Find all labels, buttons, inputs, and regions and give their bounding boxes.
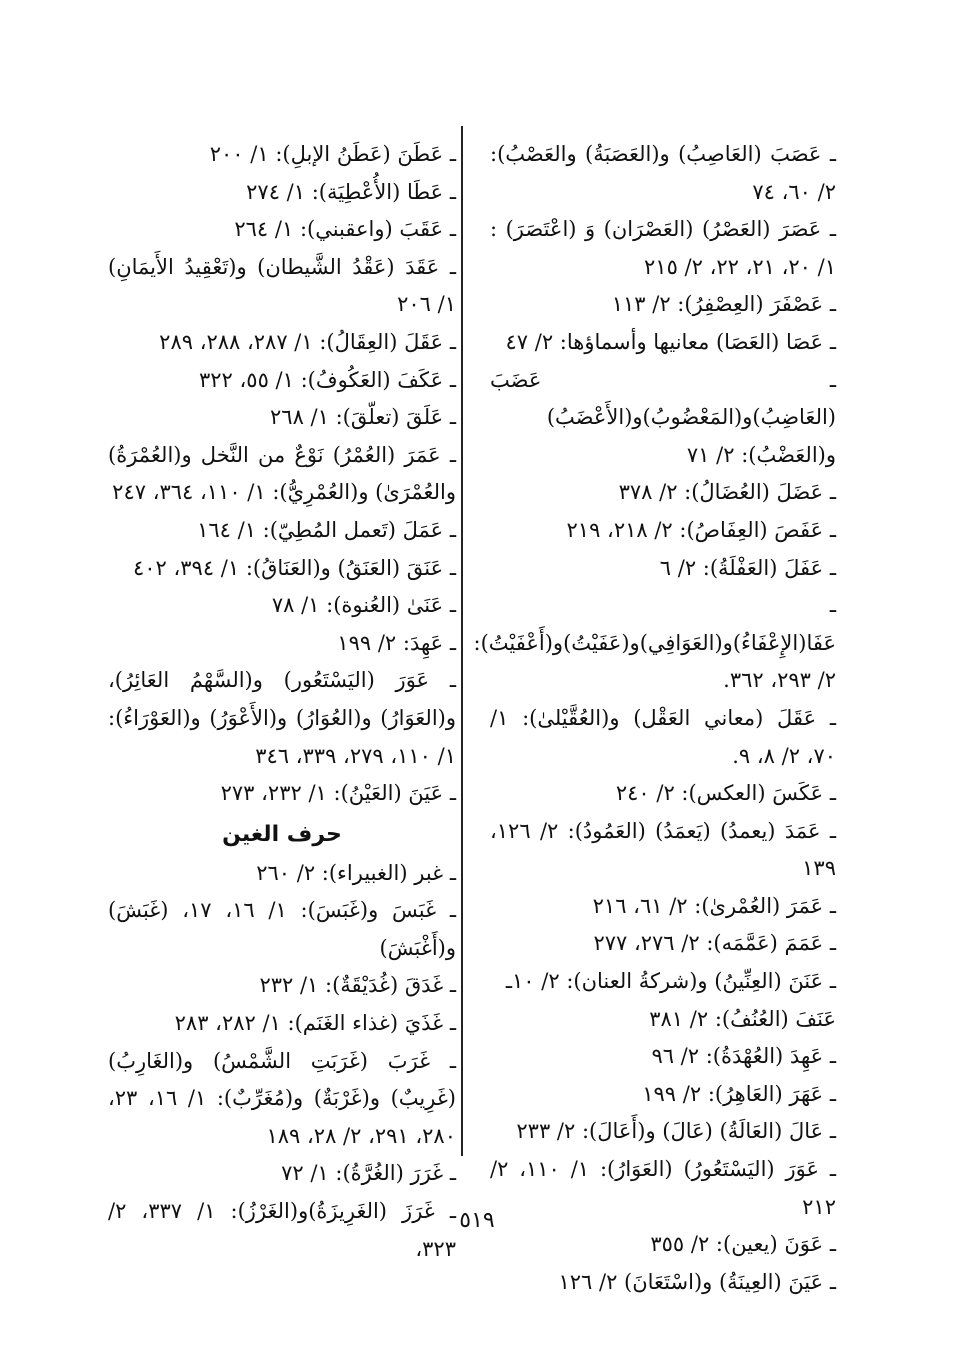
index-entry: ـ غَرَرَ (الغُرَّةُ): ١/ ٧٢: [281, 1161, 456, 1186]
index-entry: ـ عَصَبَ (العَاصِبُ) و(العَصَبَةُ) والعَصْبُ): ٢/ ٦٠، ٧٤: [490, 142, 836, 204]
index-entry: ـ عَصَا (العَصَا) معانيها وأسماؤها: ٢/ ٤٧: [505, 329, 836, 354]
index-entry: ـ عَالَ (العَالَةُ) (عَالَ) و(أَعَالَ): ٢/ ٢٣٣: [516, 1119, 836, 1144]
index-entry: ـ عَصْفَرَ (العِصْفِرُ): ٢/ ١١٣: [611, 292, 836, 317]
index-entry: ـ عَطَا (الأُعْطِيَة): ١/ ٢٧٤: [246, 179, 456, 204]
index-entry: ـ عَهِدَ: ٢/ ١٩٩: [337, 630, 456, 655]
index-entry: ـ عَمَرَ (العُمْرىٰ): ٢/ ٦١، ٢١٦: [592, 893, 836, 918]
index-entry: ـ عَنَقَ (العَنَقُ) و(العَنَاقُ): ١/ ٣٩٤، ٤٠٢: [132, 555, 456, 580]
section-heading: حرف الغين: [222, 821, 342, 847]
index-entry: ـ عَلَقَ (تعلّقَ): ١/ ٢٦٨: [270, 405, 456, 430]
index-entry: ـ عَوَنَ (يعين): ٢/ ٣٥٥: [650, 1232, 836, 1257]
left-entries-before: [108, 136, 456, 813]
index-entry: ـ عَضَلَ (العُضَالُ): ٢/ ٣٧٨: [618, 480, 836, 505]
index-entry: ـ غَرَبَ (غَرَبَتِ الشَّمْسُ) و(الغَارِبُ) (غَرِيبٌ) و(غَرْبَةٌ) و(مُغَرِّبٌ): ١/ ١٦، ٢٣، ٢٨٠، ٢٩١، ٢/ ٢٨، ١٨٩: [108, 1048, 456, 1148]
index-entry: ـ عَقَبَ (واعقبني): ١/ ٢٦٤: [234, 217, 456, 242]
index-entry: ـ عَمَمَ (عَمَّمَه): ٢/ ٢٧٦، ٢٧٧: [593, 931, 836, 956]
column-divider: [461, 126, 463, 1156]
index-entry: ـ عَهَرَ (العَاهِرُ): ٢/ ١٩٩: [642, 1081, 836, 1106]
index-entry: ـ عَفَا(الإِعْفَاءُ)و(العَوَافِي)و(عَفَيْتُ)و(أَعْفَيْتُ): ٢/ ٢٩٣، ٣٦٢.: [473, 593, 836, 693]
index-entry: ـ عَقَدَ (عَقْدُ الشَّيطان) و(تَعْقِيدُ الأَيمَانِ) ١/ ٢٠٦: [108, 254, 456, 317]
index-entry: ـ عَكَسَ (العكس): ٢/ ٢٤٠: [615, 781, 836, 806]
left-column: [108, 136, 456, 1268]
index-entry: ـ عَمَلَ (تَعمل المُطِيّ): ١/ ١٦٤: [197, 517, 456, 542]
index-entry: عَنَفَ (العُنُفُ): ٢/ ٣٨١: [649, 1006, 836, 1031]
index-entry: ـ عَهِدَ (العُهْدَةُ): ٢/ ٩٦: [651, 1044, 836, 1069]
index-entry: ـ غبر (الغبيراء): ٢/ ٢٦٠: [256, 860, 456, 885]
index-entry: ـ عَوَرَ (اليَسْتَعُورُ) (العَوَارُ): ١/ ١١٠، ٢/ ٢١٢: [490, 1157, 836, 1219]
left-entries-after: [108, 855, 456, 1269]
index-entry: ـ عَقَلَ (معاني العَقْل) و(العُقَّيْلىٰ): ١/ ٧٠، ٢/ ٨، ٩.: [490, 705, 836, 768]
index-entry: ـ عَكَفَ (العَكُوفُ): ١/ ٥٥، ٣٢٢: [199, 367, 456, 392]
index-entry: ـ عَقَلَ (العِقَالُ): ١/ ٢٨٧، ٢٨٨، ٢٨٩: [159, 329, 456, 354]
index-entry: ـ غَدَقَ (غُدَيْقَةٌ): ١/ ٢٣٢: [259, 973, 456, 998]
index-entry: ـ عَيَنَ (العَيْنُ): ١/ ٢٣٢، ٢٧٣: [220, 781, 456, 806]
index-entry: ـ عَضَبَ (العَاضِبُ)و(المَعْضُوبُ)و(الأَعْضَبُ) و(العَضْبُ): ٢/ ٧١: [490, 367, 836, 467]
index-entry: ـ غَبَسَ و(غَبَسَ): ١/ ١٦، ١٧، (غَبَشَ) و(أَغْبَشَ): [108, 898, 456, 960]
index-entry: ـ عَيَنَ (العِينَةُ) و(اسْتَعَانَ) ٢/ ١٢٦: [558, 1269, 836, 1294]
index-entry: ـ عَفَصَ (العِفَاصُ): ٢/ ٢١٨، ٢١٩: [566, 517, 836, 542]
index-entry: ـ عَطَنَ (عَطَنُ الإبلِ): ١/ ٢٠٠: [209, 142, 456, 166]
index-entry: ـ غَذَيَ (غذاء الغَنَم): ١/ ٢٨٢، ٢٨٣: [174, 1011, 456, 1036]
index-entry: ـ عَوَرَ (اليَسْتَعُور) و(السَّهْمُ العَائِرُ)، و(العَوَارُ) و(العُوَارُ) و(الأَعْوَرُ) و(العَوْرَاءُ): ١/ ١١٠، ٢٧٩، ٣٣٩، ٣٤٦: [108, 668, 456, 768]
index-entry: ـ عَمَرَ (العُمْرُ) نَوْعٌ من النَّخل و(العُمْرَةُ) والعُمْرَىٰ) و(العُمْرِيُّ): ١/ ١١٠، ٣٦٤، ٢٤٧: [108, 442, 456, 505]
index-entry: ـ عَفَلَ (العَفْلَةُ): ٢/ ٦: [659, 555, 836, 580]
index-entry: ـ عَصَرَ (العَصْرُ) (العَصْرَان) وَ (اعْتَصَرَ) : ١/ ٢٠، ٢١، ٢٢، ٢/ ٢١٥: [490, 217, 836, 279]
index-entry: ـ عَنَىٰ (العُنوة): ١/ ٧٨: [271, 593, 456, 618]
index-entry: ـ عَنَنَ (العِنِّينُ) و(شركةُ العنان): ٢/ ١٠ـ: [505, 969, 836, 994]
index-entry: ـ غَرَزَ (الغَرِيزَةُ)و(الغَرْزُ): ١/ ٣٣٧، ٢/ ٣٢٣،: [108, 1199, 456, 1261]
index-entry: ـ عَمَدَ (يعمدُ) (يَعمَدُ) (العَمُودُ): ٢/ ١٢٦، ١٣٩: [490, 818, 836, 881]
page-number: ٥١٩: [459, 1208, 495, 1233]
